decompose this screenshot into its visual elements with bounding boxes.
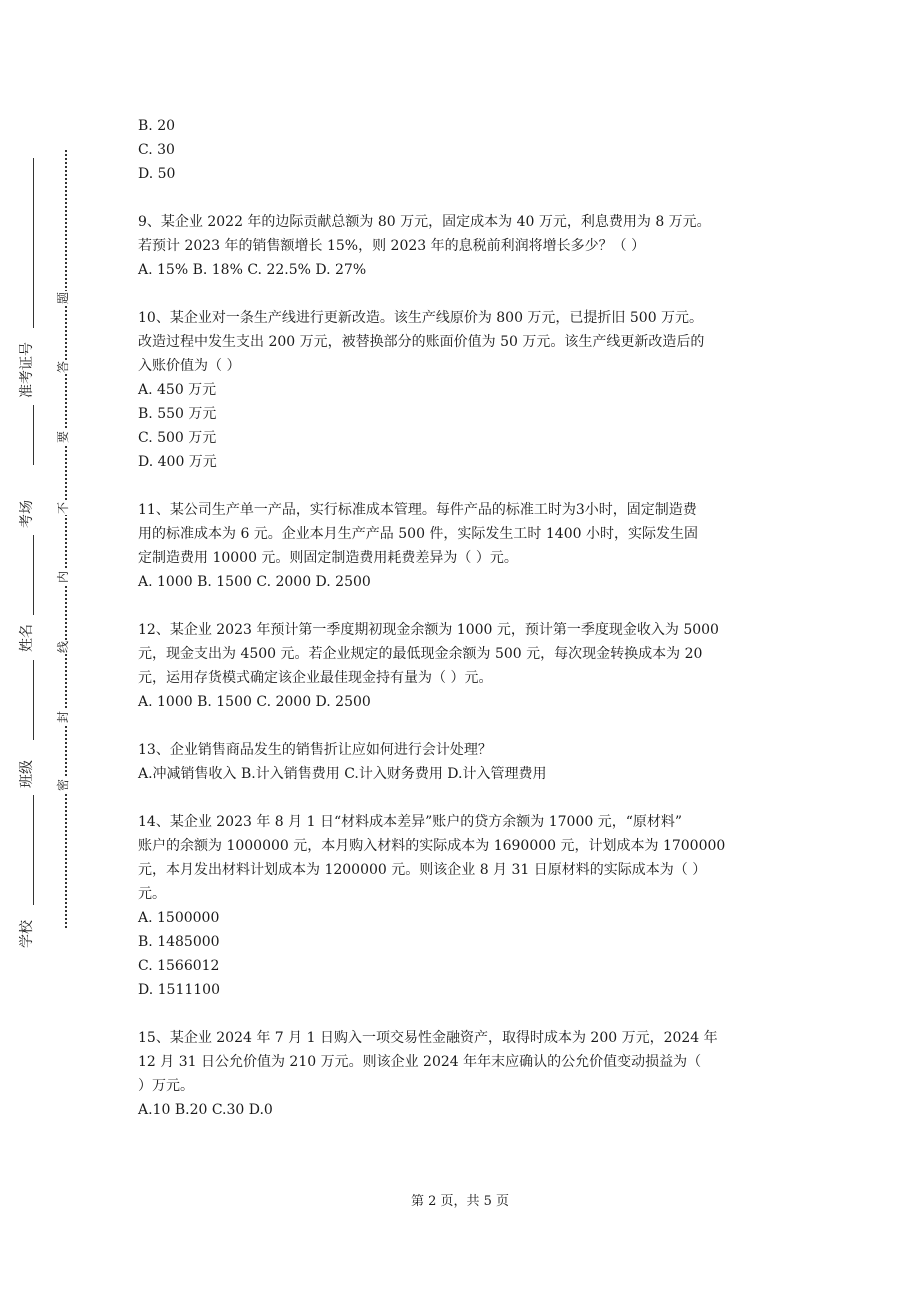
binding-label-exam-id: 准考证号	[19, 342, 35, 398]
seal-char: 答	[56, 360, 74, 374]
question-12-text: 元，运用存货模式确定该企业最佳现金持有量为（ ）元。	[138, 670, 493, 686]
question-12-text: 12、某企业 2023 年预计第一季度期初现金余额为 1000 元，预计第一季度现金收入为 5000	[138, 622, 719, 638]
seal-char: 题	[56, 291, 74, 305]
question-13-options: A.冲减销售收入 B.计入销售费用 C.计入财务费用 D.计入管理费用	[138, 766, 547, 782]
question-10-text: 改造过程中发生支出 200 万元，被替换部分的账面价值为 50 万元。该生产线更新改造后的	[138, 334, 705, 350]
question-9-options: A. 15% B. 18% C. 22.5% D. 27%	[138, 262, 367, 278]
question-14-text: 元。	[138, 886, 166, 902]
seal-char: 要	[56, 430, 74, 444]
option-line: B. 550 万元	[138, 406, 217, 422]
option-line: A. 1500000	[138, 910, 220, 926]
school-blank	[33, 795, 34, 905]
question-15-text: ）万元。	[138, 1078, 194, 1094]
page-number: 第 2 页，共 5 页	[410, 1194, 510, 1209]
question-11-text: 定制造费用 10000 元。则固定制造费用耗费差异为（ ）元。	[138, 550, 518, 566]
exam-id-blank	[33, 158, 34, 328]
question-12-options: A. 1000 B. 1500 C. 2000 D. 2500	[138, 694, 371, 710]
class-blank	[33, 660, 34, 740]
seal-char: 封	[56, 710, 74, 724]
binding-label-exam-room: 考场	[19, 500, 35, 528]
question-12-text: 元，现金支出为 4500 元。若企业规定的最低现金余额为 500 元，每次现金转换成本为 20	[138, 646, 703, 662]
question-13-text: 13、企业销售商品发生的销售折让应如何进行会计处理？	[138, 742, 492, 758]
seal-char: 线	[56, 640, 74, 654]
exam-questions	[138, 114, 788, 1122]
option-line: B. 20	[138, 118, 176, 134]
question-11-text: 11、某公司生产单一产品，实行标准成本管理。每件产品的标准工时为3小时，固定制造费	[138, 502, 697, 518]
question-10-text: 入账价值为（ ）	[138, 358, 241, 374]
exam-room-blank	[33, 405, 34, 465]
question-10-text: 10、某企业对一条生产线进行更新改造。该生产线原价为 800 万元，已提折旧 500 万元。	[138, 310, 704, 326]
question-15-options: A.10 B.20 C.30 D.0	[138, 1102, 273, 1118]
option-line: D. 400 万元	[138, 454, 217, 470]
question-9-text: 若预计 2023 年的销售额增长 15%，则 2023 年的息税前利润将增长多少？（ ）	[138, 238, 646, 254]
option-line: A. 450 万元	[138, 382, 217, 398]
option-line: B. 1485000	[138, 934, 220, 950]
question-14-text: 14、某企业 2023 年 8 月 1 日“材料成本差异”账户的贷方余额为 17000 元，“原材料”	[138, 814, 683, 830]
seal-char: 不	[56, 501, 74, 515]
question-15-text: 15、某企业 2024 年 7 月 1 日购入一项交易性金融资产，取得时成本为 200 万元，2024 年	[138, 1030, 718, 1046]
question-14-text: 账户的余额为 1000000 元，本月购入材料的实际成本为 1690000 元，计划成本为 1700000	[138, 838, 726, 854]
name-blank	[33, 535, 34, 615]
seal-dotted-line	[65, 150, 67, 928]
option-line: D. 50	[138, 166, 176, 182]
binding-label-class: 班级	[19, 760, 35, 788]
question-15-text: 12 月 31 日公允价值为 210 万元。则该企业 2024 年年末应确认的公允价值变动损益为（	[138, 1054, 702, 1070]
question-9-text: 9、某企业 2022 年的边际贡献总额为 80 万元，固定成本为 40 万元，利息费用为 8 万元。	[138, 214, 711, 230]
binding-label-name: 姓名	[19, 624, 35, 652]
question-11-text: 用的标准成本为 6 元。企业本月生产产品 500 件，实际发生工时 1400 小时，实际发生固	[138, 526, 698, 542]
binding-label-school: 学校	[19, 920, 35, 948]
seal-char: 密	[56, 778, 74, 792]
option-line: D. 1511100	[138, 982, 220, 998]
option-line: C. 30	[138, 142, 175, 158]
option-line: C. 1566012	[138, 958, 220, 974]
seal-char: 内	[56, 570, 74, 584]
question-11-options: A. 1000 B. 1500 C. 2000 D. 2500	[138, 574, 371, 590]
question-14-text: 元，本月发出材料计划成本为 1200000 元。则该企业 8 月 31 日原材料的实际成本为（ ）	[138, 862, 707, 878]
option-line: C. 500 万元	[138, 430, 217, 446]
